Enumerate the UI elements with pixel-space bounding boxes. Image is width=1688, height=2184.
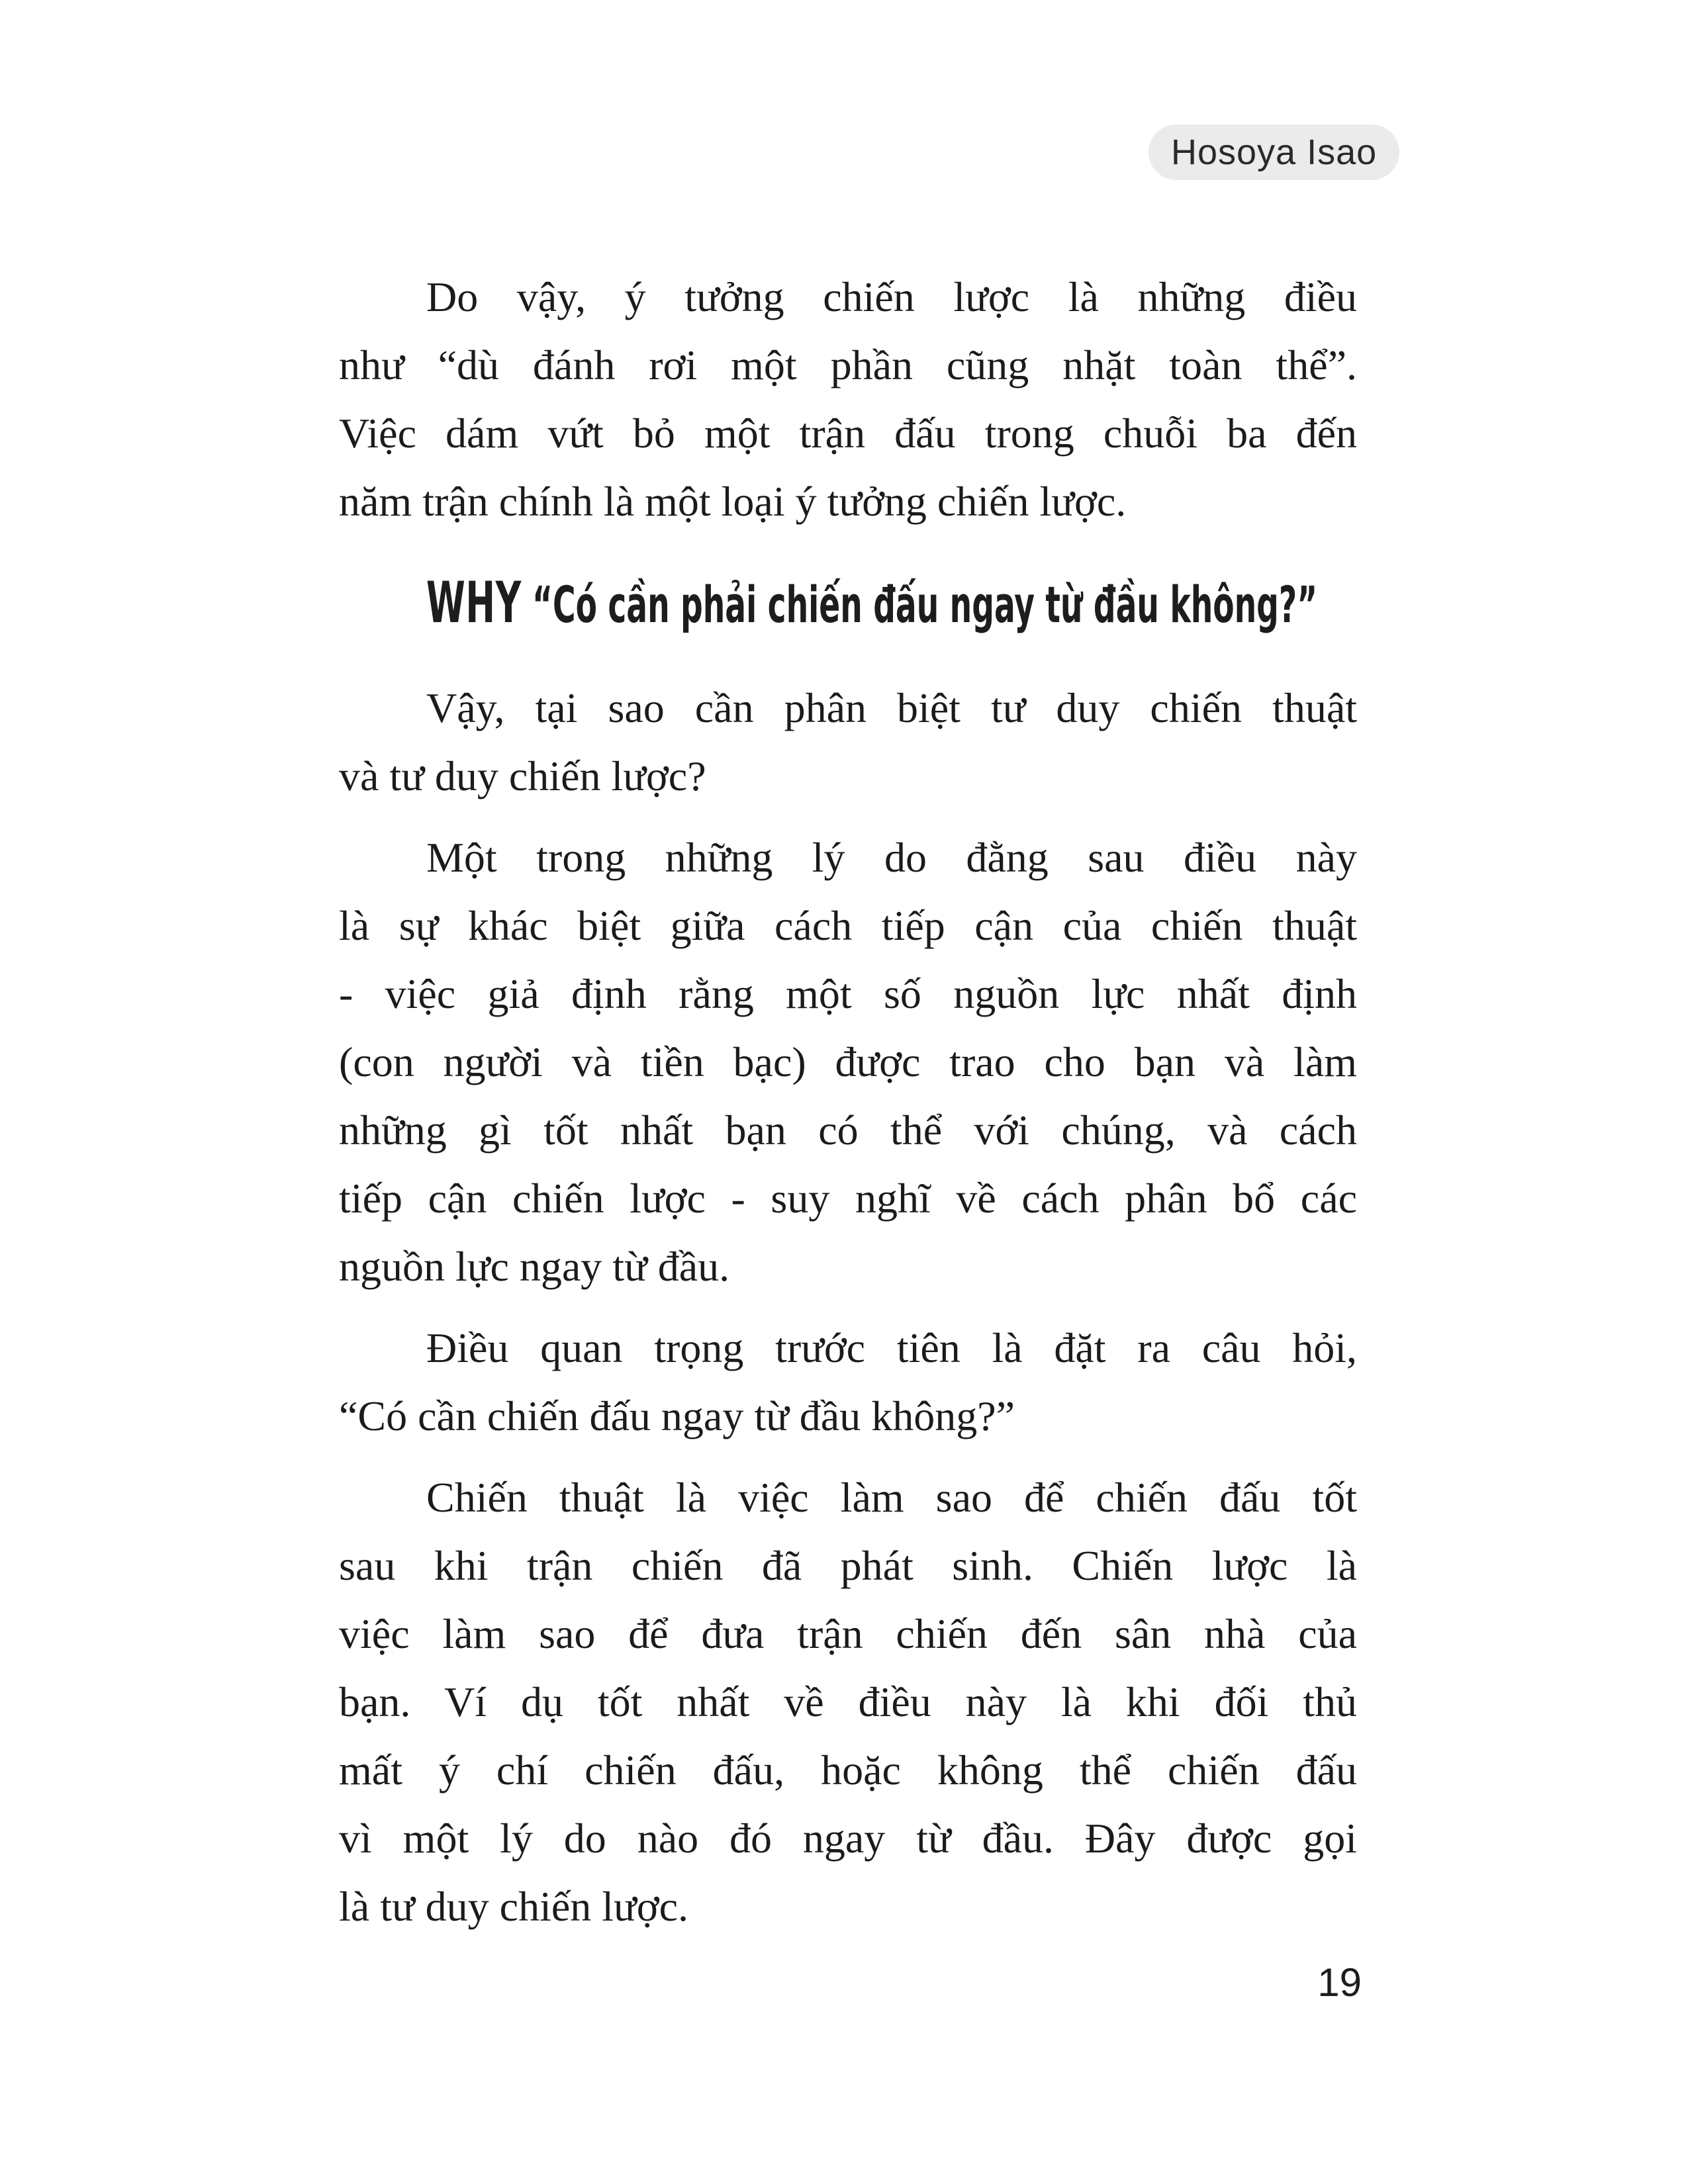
- text-line: là tư duy chiến lược.: [339, 1883, 688, 1930]
- paragraph-4: [339, 823, 1357, 1300]
- heading-why-label: WHY: [426, 570, 522, 636]
- page-number: 19: [1317, 1960, 1362, 2005]
- text-line: Điều quan trọng trước tiên là đặt ra câu hỏi,: [426, 1324, 1357, 1371]
- text-line: và tư duy chiến lược?: [339, 752, 706, 799]
- text-line: việc làm sao để đưa trận chiến đến sân nhà của: [339, 1610, 1357, 1657]
- text-line: Chiến thuật là việc làm sao để chiến đấu tốt: [426, 1474, 1357, 1521]
- text-line: nguồn lực ngay từ đầu.: [339, 1243, 730, 1290]
- text-line: - việc giả định rằng một số nguồn lực nhất định: [339, 970, 1357, 1017]
- paragraph-1: [339, 263, 1357, 535]
- heading-quote-label: “Có cần phải chiến đấu ngay từ đầu không?”: [532, 575, 1318, 634]
- paragraph-3: [339, 674, 1357, 810]
- paragraph-5: [339, 1314, 1357, 1450]
- text-line: “Có cần chiến đấu ngay từ đầu không?”: [339, 1392, 1015, 1439]
- text-line: Việc dám vứt bỏ một trận đấu trong chuỗi ba đến: [339, 410, 1357, 457]
- text-line: bạn. Ví dụ tốt nhất về điều này là khi đối thủ: [339, 1678, 1357, 1725]
- section-heading: [426, 569, 1357, 638]
- text-line: (con người và tiền bạc) được trao cho bạn và làm: [339, 1038, 1357, 1085]
- text-line: Một trong những lý do đằng sau điều này: [426, 834, 1357, 881]
- content: [339, 0, 1357, 1940]
- text-line: Vậy, tại sao cần phân biệt tư duy chiến thuật: [426, 684, 1357, 731]
- text-line: sau khi trận chiến đã phát sinh. Chiến lược là: [339, 1542, 1357, 1589]
- text-line: vì một lý do nào đó ngay từ đầu. Đây được gọi: [339, 1815, 1357, 1862]
- text-line: như “dù đánh rơi một phần cũng nhặt toàn thể”.: [339, 341, 1357, 388]
- text-line: tiếp cận chiến lược - suy nghĩ về cách phân bổ các: [339, 1175, 1357, 1222]
- section-heading-inner: [426, 569, 1317, 638]
- text-line: những gì tốt nhất bạn có thể với chúng, và cách: [339, 1107, 1357, 1154]
- paragraph-6: [339, 1463, 1357, 1940]
- text-line: Do vậy, ý tưởng chiến lược là những điều: [426, 273, 1357, 320]
- text-line: là sự khác biệt giữa cách tiếp cận của chiến thuật: [339, 902, 1357, 949]
- text-line: mất ý chí chiến đấu, hoặc không thể chiến đấu: [339, 1747, 1357, 1794]
- text-line: năm trận chính là một loại ý tưởng chiến lược.: [339, 478, 1127, 525]
- author-badge-label: Hosoya Isao: [1171, 132, 1378, 172]
